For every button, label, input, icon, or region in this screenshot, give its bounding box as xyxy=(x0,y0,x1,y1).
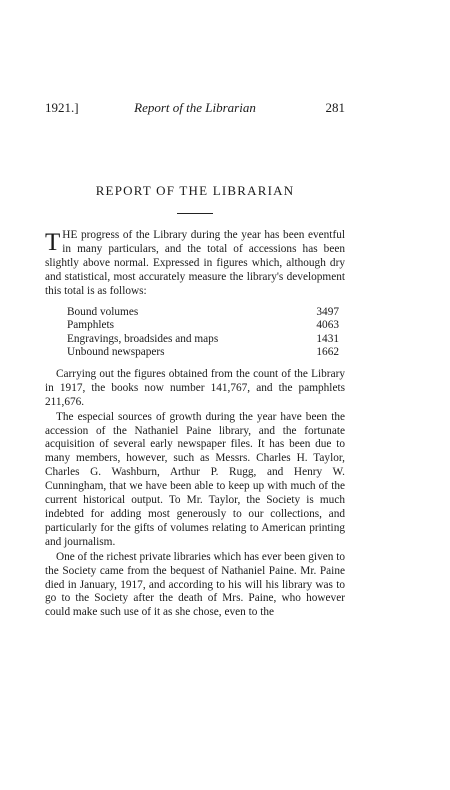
accessions-table xyxy=(67,306,339,360)
accession-label: Engravings, broadsides and maps xyxy=(67,332,219,345)
accession-label: Bound volumes xyxy=(67,305,139,318)
accession-value: 1662 xyxy=(316,346,339,359)
report-title: REPORT OF THE LIBRARIAN xyxy=(95,183,295,198)
paragraph-paine-library: One of the richest private libraries which has ever been given to the Society came from the bequest of Nathaniel Paine. Mr. Paine died in January, 1917, and according to his will his library was to go to the Society after the death of Mrs. Paine, who however could make such use of it as she chose, even to the xyxy=(45,550,345,619)
report-body xyxy=(45,229,345,620)
table-row xyxy=(67,346,339,360)
drop-cap: T xyxy=(45,229,61,256)
accession-label: Pamphlets xyxy=(67,319,115,332)
paragraph-intro xyxy=(45,229,345,299)
paragraph-sources: The especial sources of growth during the year have been the accession of the Nathaniel Paine library, and the fortunate acquisition of several early newspaper files. It has been due to many members, however, such as Messrs. Charles H. Taylor, Charles G. Washburn, Arthur P. Rugg, and Henry W. Cunningham, that we have been able to keep up with much of the current historical output. To Mr. Taylor, the Society is much indebted for adding most generously to our collections, and particularly for the gifts of volumes relating to American printing and journalism. xyxy=(45,410,345,548)
title-divider xyxy=(177,213,213,214)
running-head-year: 1921.] xyxy=(45,100,79,115)
running-head-title: Report of the Librarian xyxy=(134,100,256,115)
accession-label: Unbound newspapers xyxy=(67,346,165,359)
accession-value: 3497 xyxy=(316,305,339,318)
accession-value: 4063 xyxy=(316,319,339,332)
paragraph-intro-text: HE progress of the Library during the year has been eventful in many particulars, and the total of accessions has been slightly above normal. Expressed in figures which, although dry and statistical, most accurately measure the library's development this total is as follows: xyxy=(45,229,345,297)
running-head xyxy=(45,100,345,116)
paragraph-figures: Carrying out the figures obtained from the count of the Library in 1917, the books now number 141,767, and the pamphlets 211,676. xyxy=(45,367,345,408)
table-row xyxy=(67,306,339,320)
accession-value: 1431 xyxy=(316,332,339,345)
page-number: 281 xyxy=(325,100,345,115)
table-row xyxy=(67,333,339,347)
table-row xyxy=(67,319,339,333)
